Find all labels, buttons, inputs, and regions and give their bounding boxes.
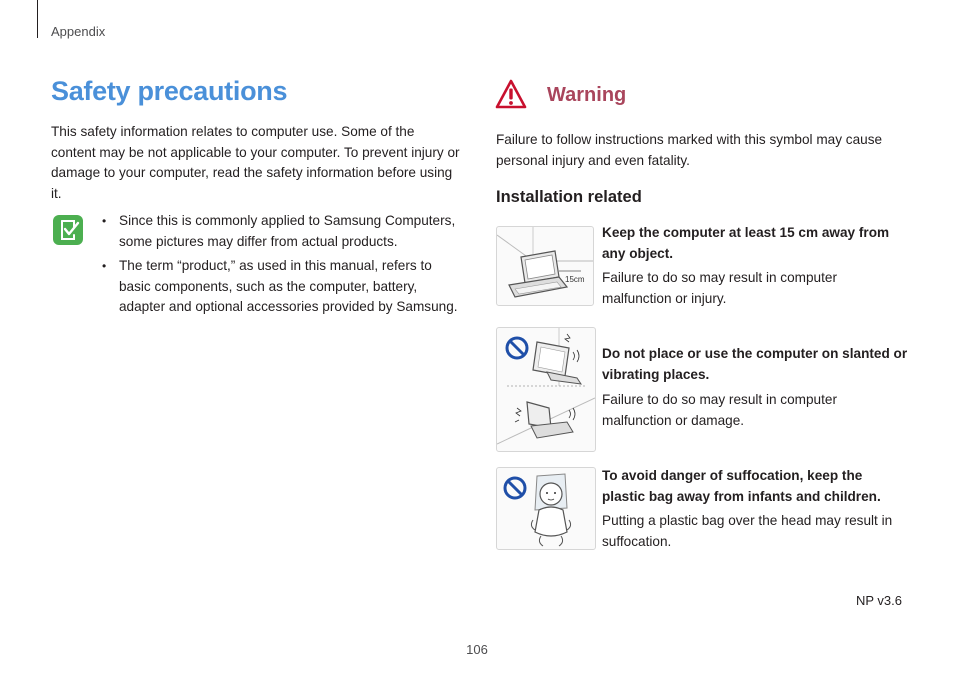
plastic-bag-image	[496, 467, 596, 550]
clearance-label: 15cm	[565, 275, 585, 284]
note-list	[100, 211, 462, 322]
note-item	[100, 256, 462, 318]
warning-description: Failure to follow instructions marked with this symbol may cause personal injury and even fatality.	[496, 132, 883, 168]
laptop-clearance-image	[496, 226, 594, 306]
note-check-icon	[52, 214, 84, 246]
intro-paragraph: This safety information relates to computer use. Some of the content may be not applicable to your computer. To prevent injury or damage to your computer, read the safety information before using it.	[51, 124, 460, 201]
laptop-clearance-illustration	[497, 227, 593, 305]
plastic-bag-illustration	[497, 468, 595, 549]
bullet-icon: •	[102, 214, 107, 228]
note-text: The term “product,” as used in this manual, refers to basic components, such as the computer, battery, adapter and optional accessories provided by Samsung.	[119, 258, 458, 314]
installation-item-text: Failure to do so may result in computer malfunction or injury.	[602, 270, 837, 306]
slanted-surface-illustration	[497, 328, 595, 451]
installation-item-title: Keep the computer at least 15 cm away from any object.	[602, 225, 890, 261]
page-title: Safety precautions	[51, 76, 288, 106]
slanted-surface-image	[496, 327, 596, 452]
note-text: Since this is commonly applied to Samsung Computers, some pictures may differ from actual products.	[119, 213, 456, 249]
bullet-icon: •	[102, 259, 107, 273]
note-item	[100, 211, 462, 252]
warning-triangle-icon	[495, 79, 527, 109]
installation-item-title: Do not place or use the computer on slanted or vibrating places.	[602, 346, 908, 382]
installation-item-text: Putting a plastic bag over the head may result in suffocation.	[602, 513, 893, 549]
installation-item-title: To avoid danger of suffocation, keep the plastic bag away from infants and children.	[602, 468, 881, 504]
section-label: Appendix	[51, 24, 106, 39]
warning-heading: Warning	[547, 84, 627, 106]
page-number: 106	[466, 642, 488, 657]
installation-item-text: Failure to do so may result in computer malfunction or damage.	[602, 392, 837, 428]
model-version: NP v3.6	[855, 593, 902, 608]
installation-heading: Installation related	[496, 188, 642, 206]
header-divider	[37, 0, 38, 38]
